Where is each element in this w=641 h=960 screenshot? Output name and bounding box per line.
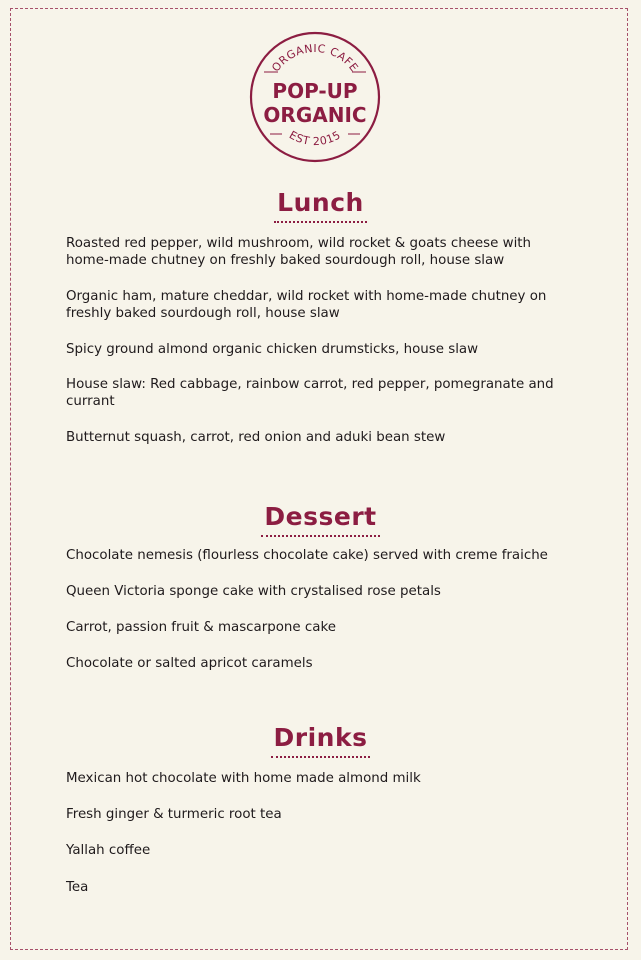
menu-item: Tea (66, 880, 89, 895)
menu-item: Spicy ground almond organic chicken drumsticks, house slaw (66, 342, 479, 357)
menu-item: Chocolate nemesis (flourless chocolate cake) served with creme fraiche (66, 548, 548, 563)
section-title-dessert (0, 502, 641, 537)
menu-item: Mexican hot chocolate with home made almond milk (66, 771, 421, 786)
logo-bottom-text: EST 2015 (286, 128, 344, 149)
menu-item: Yallah coffee (66, 843, 151, 858)
svg-text:EST 2015 (287, 128, 343, 148)
menu-item: Chocolate or salted apricot caramels (66, 656, 313, 671)
logo-line2: ORGANIC (263, 103, 367, 127)
menu-item: Organic ham, mature cheddar, wild rocket with home-made chutney on freshly baked sourdough roll, house slaw (66, 289, 547, 321)
logo-line1: POP-UP (272, 79, 358, 103)
pop-up-organic-logo (248, 30, 382, 164)
menu-item: Butternut squash, carrot, red onion and aduki bean stew (66, 430, 446, 445)
menu-item: Carrot, passion fruit & mascarpone cake (66, 620, 336, 635)
section-title-lunch (0, 188, 641, 223)
section-title-text: Dessert (261, 502, 379, 537)
menu-item: Roasted red pepper, wild mushroom, wild rocket & goats cheese with home-made chutney on freshly baked sourdough roll, house slaw (66, 236, 532, 268)
svg-text:ORGANIC CAFE (269, 42, 361, 74)
section-title-text: Lunch (274, 188, 367, 223)
section-title-drinks (0, 723, 641, 758)
menu-item: House slaw: Red cabbage, rainbow carrot, red pepper, pomegranate and currant (66, 377, 554, 409)
menu-item: Fresh ginger & turmeric root tea (66, 807, 282, 822)
section-title-text: Drinks (271, 723, 371, 758)
menu-item: Queen Victoria sponge cake with crystalised rose petals (66, 584, 441, 599)
logo-top-text: ORGANIC CAFE (269, 41, 361, 75)
